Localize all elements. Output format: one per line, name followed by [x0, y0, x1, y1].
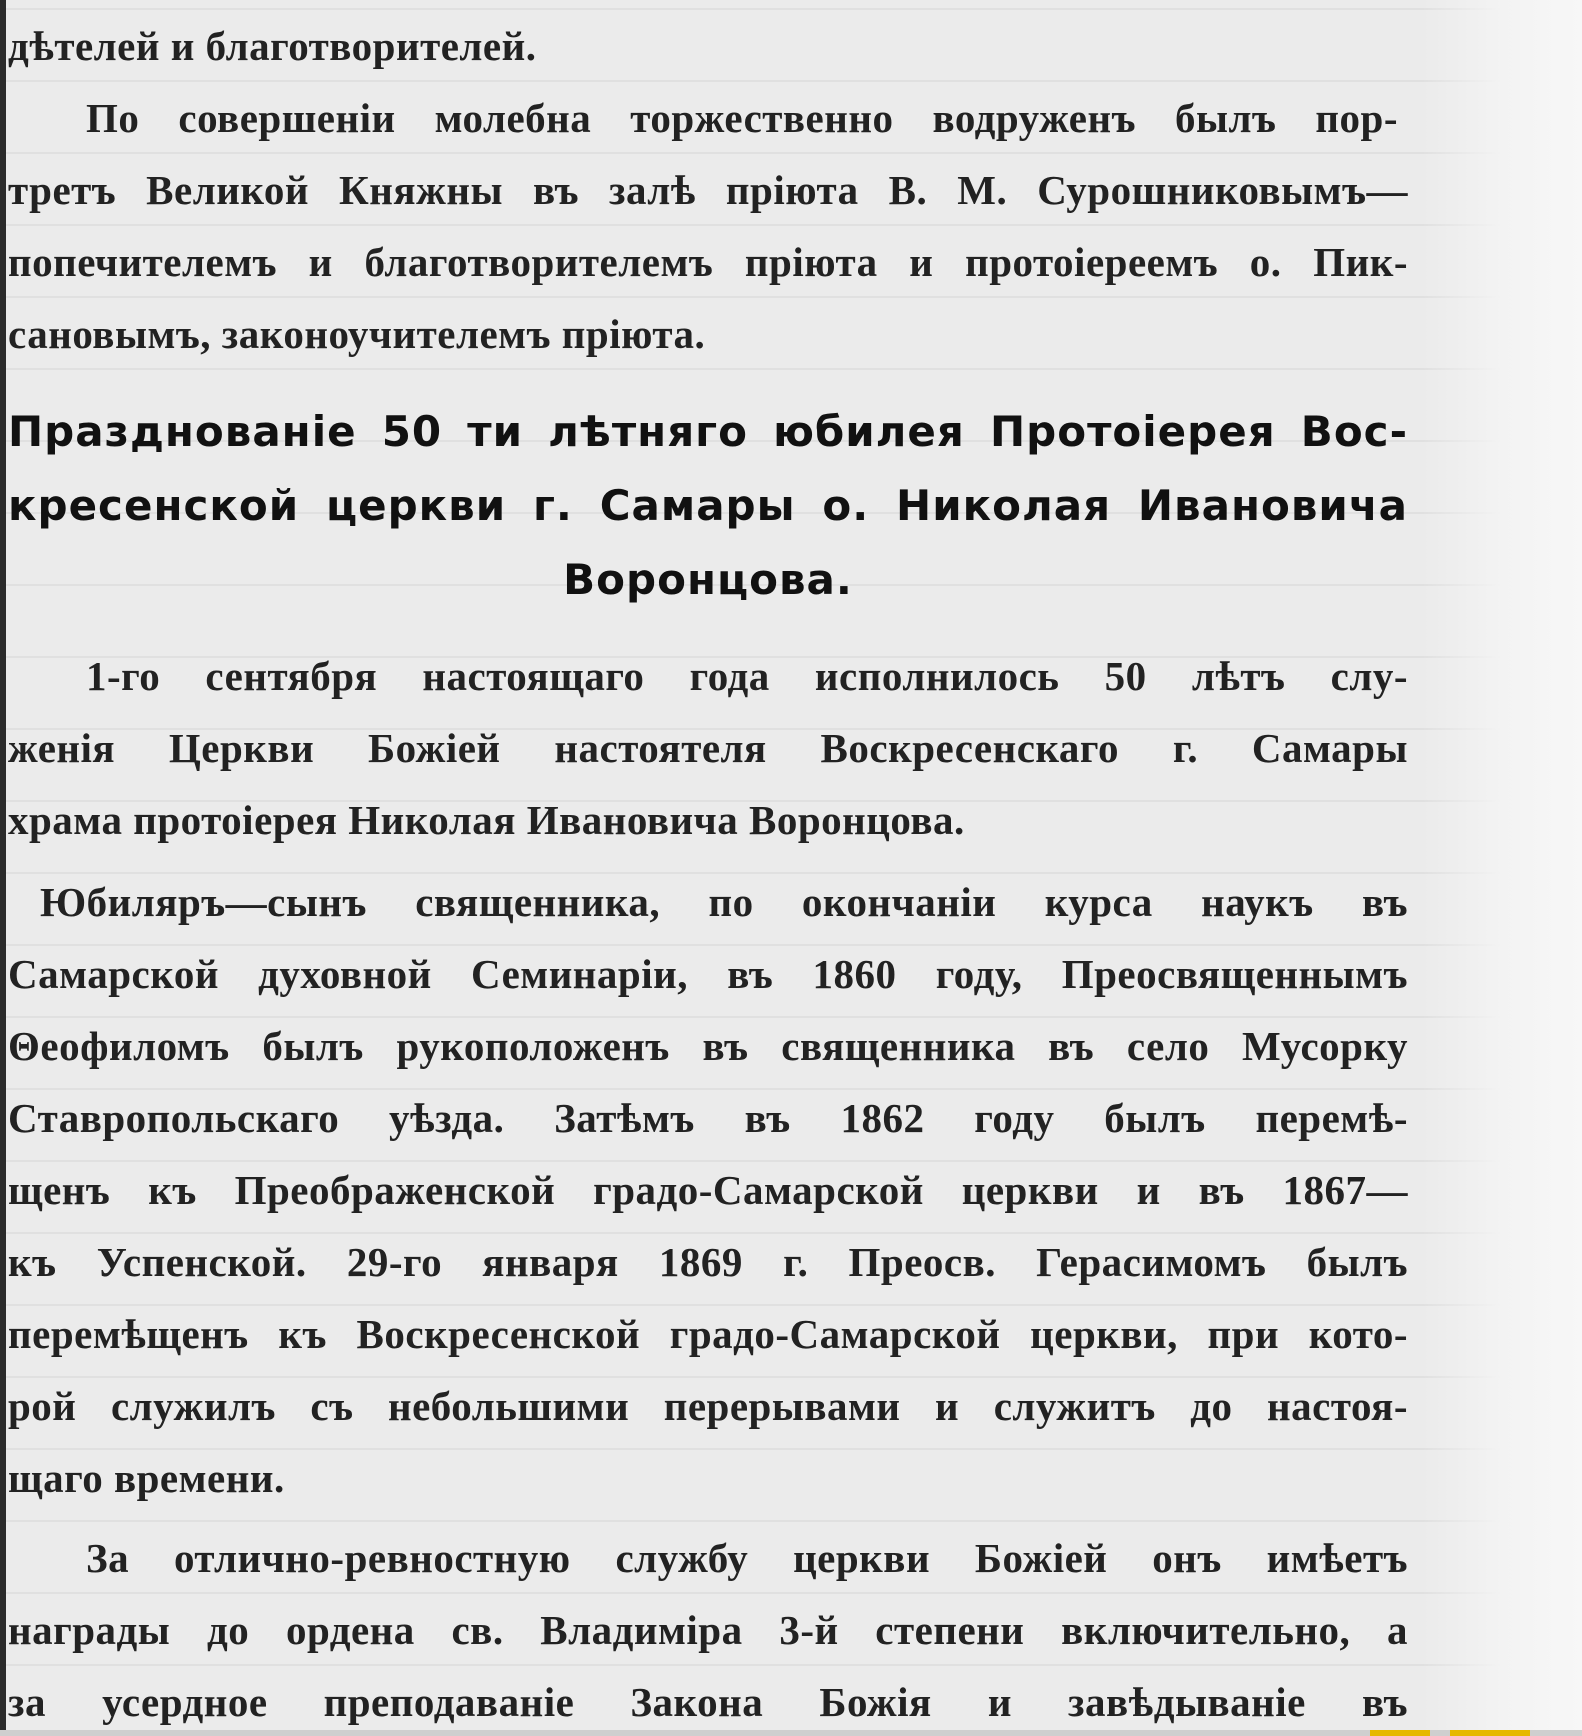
text-line: щенъ къ Преображенской градо-Самарской церкви и въ 1867— [8, 1167, 1408, 1213]
text-line: За отлично-ревностную службу церкви Божіей онъ имѣетъ [86, 1535, 1408, 1581]
text-line: По совершеніи молебна торжественно водруженъ былъ пор- [86, 95, 1398, 141]
text-line: перемѣщенъ къ Воскресенской градо-Самарской церкви, при кото- [8, 1311, 1408, 1357]
text-line: сановымъ, законоучителемъ пріюта. [8, 311, 706, 357]
text-line: рой служилъ съ небольшими перерывами и служитъ до настоя- [8, 1383, 1408, 1429]
yellow-mark [1450, 1730, 1530, 1736]
text-line: Ставропольскаго уѣзда. Затѣмъ въ 1862 году былъ перемѣ- [8, 1095, 1408, 1141]
text-line: 1-го сентября настоящаго года исполнилось 50 лѣтъ слу- [86, 653, 1408, 699]
section-heading-line: Празднованіе 50 ти лѣтняго юбилея Протоіерея Вос- [8, 407, 1408, 456]
text-line: за усердное преподаваніе Закона Божія и завѣдываніе въ [8, 1679, 1408, 1725]
section-heading-line: Воронцова. [563, 555, 853, 604]
yellow-mark [1370, 1730, 1430, 1736]
page-right-margin [1422, 0, 1582, 1736]
page-left-edge [0, 0, 6, 1736]
text-line: третъ Великой Княжны въ залѣ пріюта В. М. Сурошниковымъ— [8, 167, 1408, 213]
text-line: щаго времени. [8, 1455, 285, 1501]
text-line: Юбиляръ—сынъ священника, по окончаніи курса наукъ въ [40, 879, 1408, 925]
section-heading-line: кресенской церкви г. Самары о. Николая Ивановича [8, 481, 1408, 530]
bottom-scan-edge [0, 1730, 1582, 1736]
text-line: храма протоіерея Николая Ивановича Воронцова. [8, 797, 965, 843]
text-line: попечителемъ и благотворителемъ пріюта и протоіереемъ о. Пик- [8, 239, 1408, 285]
text-line: женія Церкви Божіей настоятеля Воскресенскаго г. Самары [8, 725, 1408, 771]
text-line: къ Успенской. 29-го января 1869 г. Преосв. Герасимомъ былъ [8, 1239, 1408, 1285]
text-line: дѣтелей и благотворителей. [8, 23, 537, 69]
text-line: Самарской духовной Семинаріи, въ 1860 году, Преосвященнымъ [8, 951, 1408, 997]
text-line: награды до ордена св. Владиміра 3-й степени включительно, а [8, 1607, 1408, 1653]
text-line: Θеофиломъ былъ рукоположенъ въ священника въ село Мусорку [8, 1023, 1408, 1069]
